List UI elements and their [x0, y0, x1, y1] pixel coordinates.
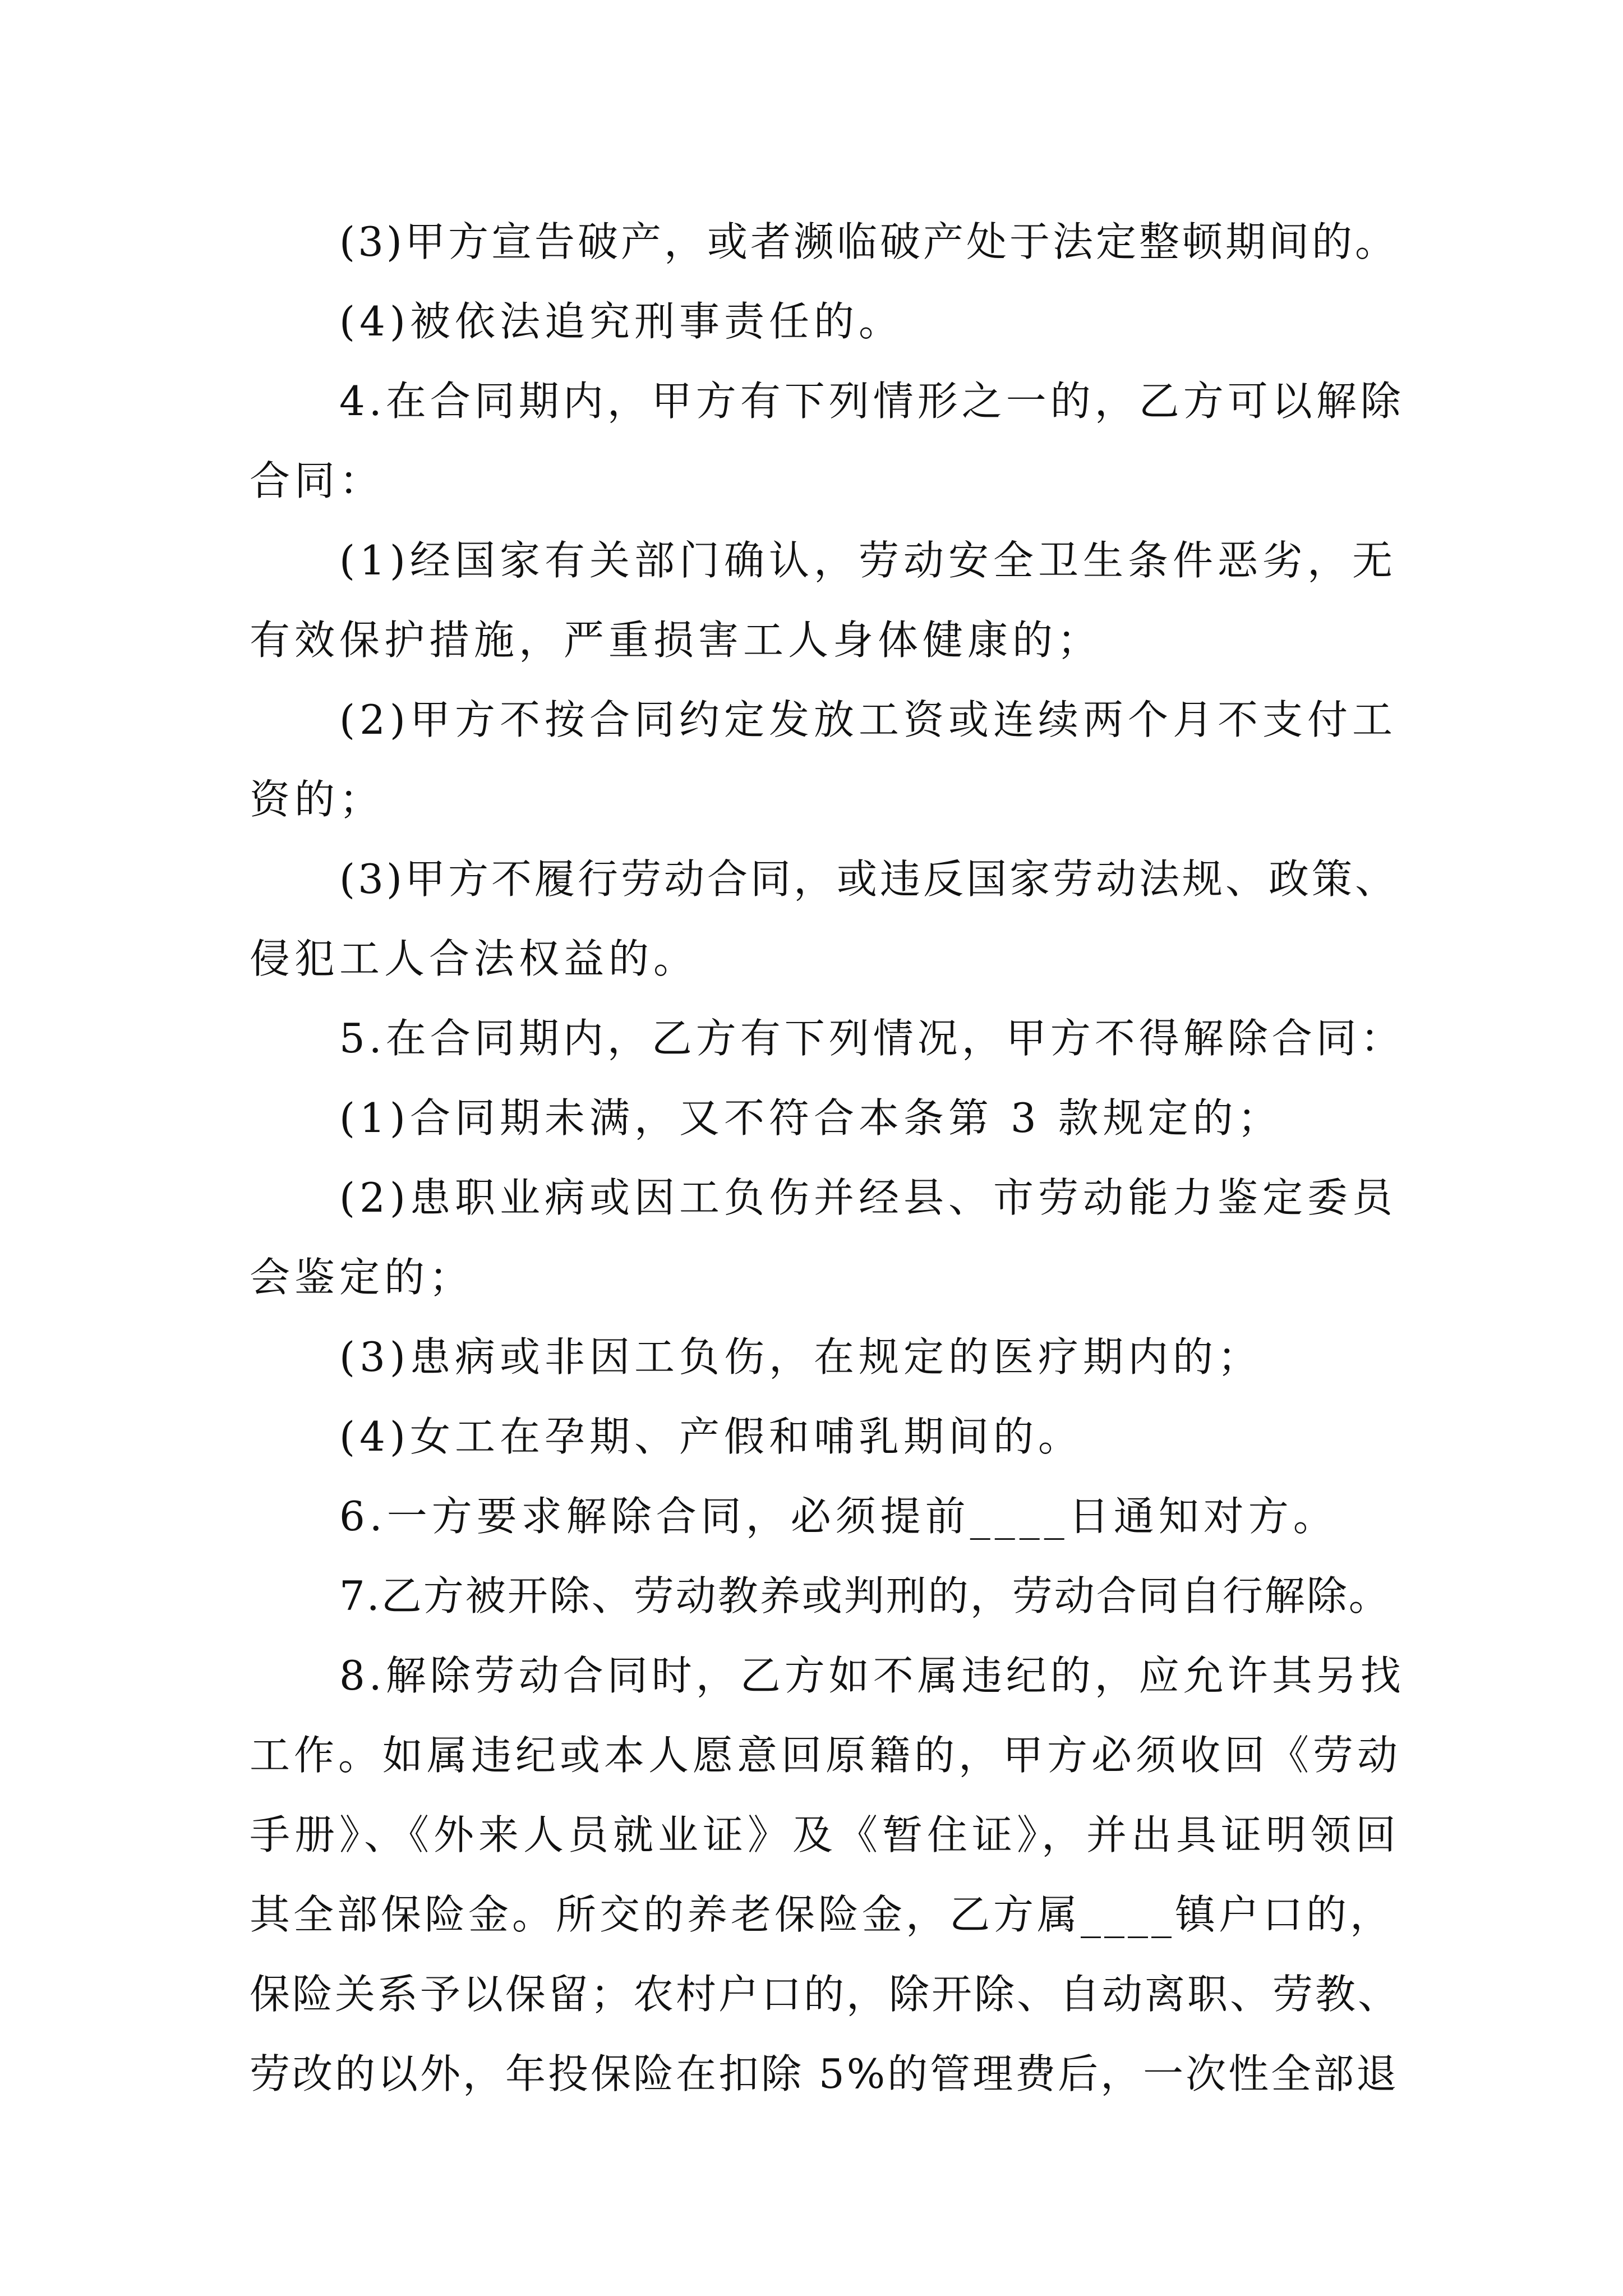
- paragraph-line: 会鉴定的；: [250, 1254, 474, 1301]
- paragraph-line: 工作。如属违纪或本人愿意回原籍的，甲方必须收回《劳动: [250, 1732, 1402, 1779]
- paragraph-line: (2)患职业病或因工负伤并经县、市劳动能力鉴定委员: [339, 1174, 1397, 1221]
- paragraph-line: (3)甲方宣告破产，或者濒临破产处于法定整顿期间的。: [339, 218, 1398, 265]
- paragraph-line: 其全部保险金。所交的养老保险金，乙方属____镇户口的，: [250, 1891, 1394, 1938]
- paragraph-line: 有效保护措施，严重损害工人身体健康的；: [250, 616, 1103, 664]
- paragraph-line: (1)经国家有关部门确认，劳动安全卫生条件恶劣，无: [339, 537, 1397, 584]
- paragraph-line: 保险关系予以保留；农村户口的，除开除、自动离职、劳教、: [250, 1971, 1401, 2018]
- paragraph-line: 5.在合同期内，乙方有下列情况，甲方不得解除合同：: [339, 1015, 1405, 1062]
- paragraph-line: (3)患病或非因工负伤，在规定的医疗期内的；: [339, 1333, 1262, 1381]
- paragraph-line: (4)被依法追究刑事责任的。: [339, 298, 903, 345]
- paragraph-line: 6.一方要求解除合同，必须提前____日通知对方。: [339, 1493, 1338, 1540]
- paragraph-line: 4.在合同期内，甲方有下列情形之一的，乙方可以解除: [339, 378, 1405, 425]
- paragraph-line: (3)甲方不履行劳动合同，或违反国家劳动法规、政策、: [339, 855, 1398, 903]
- paragraph-line: (2)甲方不按合同约定发放工资或连续两个月不支付工: [339, 696, 1397, 743]
- paragraph-line: 资的；: [250, 776, 385, 823]
- paragraph-line: 劳改的以外，年投保险在扣除 5%的管理费后，一次性全部退: [250, 2050, 1399, 2097]
- paragraph-line: 侵犯工人合法权益的。: [250, 935, 699, 982]
- paragraph-line: (4)女工在孕期、产假和哺乳期间的。: [339, 1413, 1083, 1460]
- paragraph-line: 合同：: [250, 457, 385, 504]
- paragraph-line: (1)合同期未满，又不符合本条第 3 款规定的；: [339, 1094, 1283, 1142]
- paragraph-line: 手册》、《外来人员就业证》及《暂住证》，并出具证明领回: [250, 1811, 1401, 1858]
- paragraph-line: 8.解除劳动合同时，乙方如不属违纪的，应允许其另找: [339, 1652, 1405, 1699]
- paragraph-line: 7.乙方被开除、劳动教养或判刑的，劳动合同自行解除。: [339, 1572, 1391, 1619]
- document-body: [250, 202, 1405, 2114]
